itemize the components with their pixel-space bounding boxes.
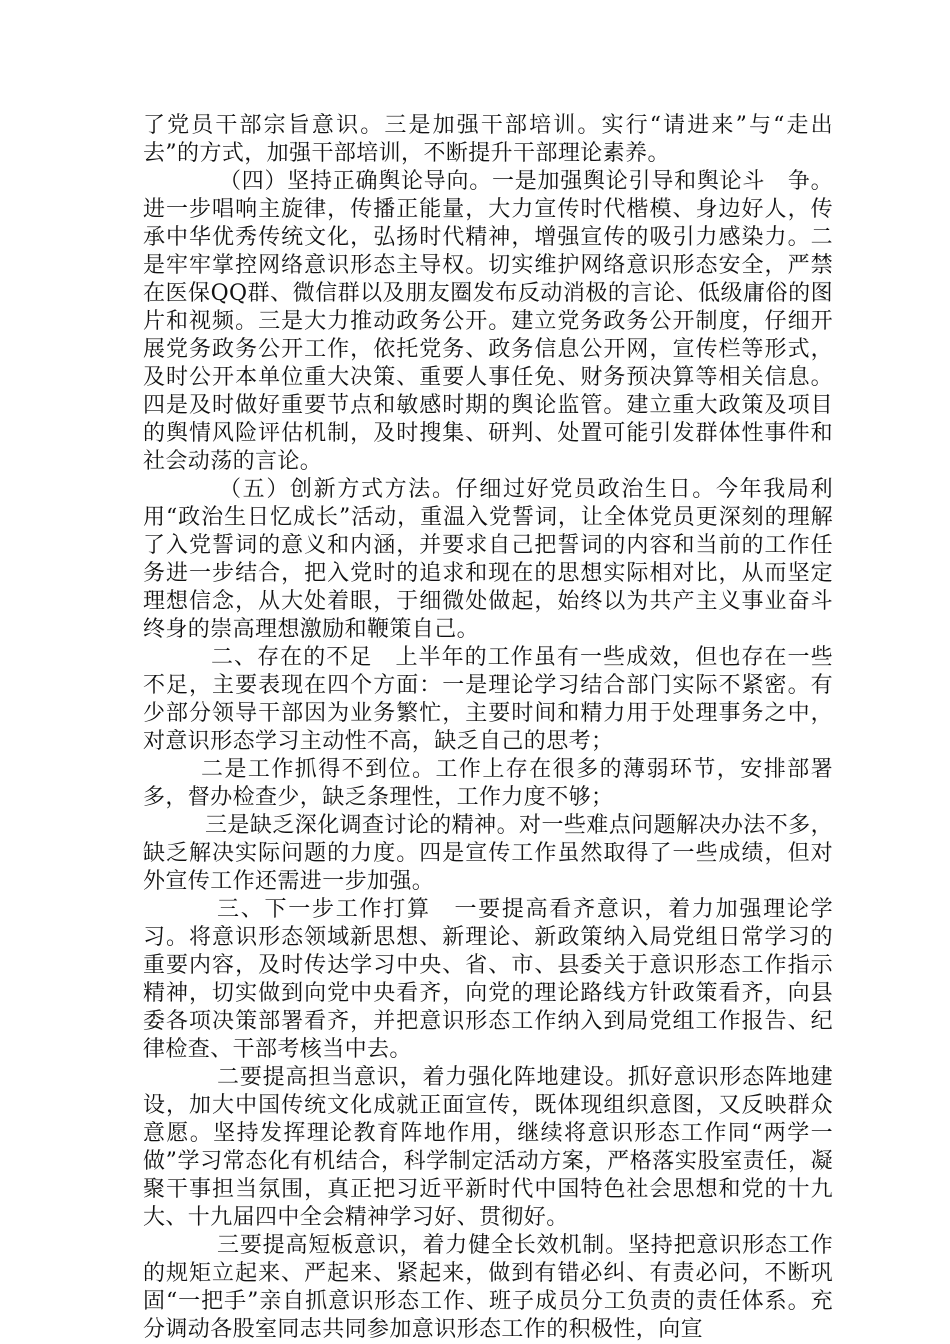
paragraph-shortcomings: 二、存在的不足 上半年的工作虽有一些成效，但也存在一些不足，主要表现在四个方面：一是理论学习结合部门实际不紧密。有少部分领导干部因为业务繁忙，主要时间和精力用于处理事务之中，对意识形态学习主动性不高，缺乏自己的思考； [143,645,833,754]
paragraph-next-steps-3: 三要提高短板意识，着力健全长效机制。坚持把意识形态工作的规矩立起来、严起来、紧起来，做到有错必纠、有责必问，不断巩固“一把手”亲自抓意识形态工作、班子成员分工负责的责任体系。充分调动各股室同志共同参加意识形态工作的积极性，向宣 [143,1233,833,1342]
paragraph-shortcoming-3: 三是缺乏深化调查讨论的精神。对一些难点问题解决办法不多，缺乏解决实际问题的力度。四是宣传工作虽然取得了一些成绩，但对外宣传工作还需进一步加强。 [143,813,833,894]
paragraph-section-5: （五）创新方式方法。仔细过好党员政治生日。今年我局利用“政治生日忆成长”活动，重温入党誓词，让全体党员更深刻的理解了入党誓词的意义和内涵，并要求自己把誓词的内容和当前的工作任务进一步结合，把入党时的追求和现在的思想实际相对比，从而坚定理想信念，从大处着眼，于细微处做起，始终以为共产主义事业奋斗终身的崇高理想激励和鞭策自己。 [143,477,833,642]
paragraph-shortcoming-2: 二是工作抓得不到位。工作上存在很多的薄弱环节，安排部署多，督办检查少，缺乏条理性，工作力度不够； [143,757,833,810]
paragraph-continuation: 了党员干部宗旨意识。三是加强干部培训。实行“请进来”与“走出去”的方式，加强干部培训，不断提升干部理论素养。 [143,113,833,166]
paragraph-next-steps: 三、下一步工作打算 一要提高看齐意识，着力加强理论学习。将意识形态领域新思想、新理论、新政策纳入局党组日常学习的重要内容，及时传达学习中央、省、市、县委关于意识形态工作指示精神，切实做到向党中央看齐，向党的理论路线方针政策看齐，向县委各项决策部署看齐，并把意识形态工作纳入到局党组工作报告、纪律检查、干部考核当中去。 [143,897,833,1062]
document-body [143,112,833,1344]
paragraph-section-4: （四）坚持正确舆论导向。一是加强舆论引导和舆论斗 争。进一步唱响主旋律，传播正能量，大力宣传时代楷模、身边好人，传承中华优秀传统文化，弘扬时代精神，增强宣传的吸引力感染力。二是牢牢掌控网络意识形态主导权。切实维护网络意识形态安全，严禁在医保QQ群、微信群以及朋友圈发布反动消极的言论、低级庸俗的图片和视频。三是大力推动政务公开。建立党务政务公开制度，仔细开展党务政务公开工作，依托党务、政务信息公开网，宣传栏等形式，及时公开本单位重大决策、重要人事任免、财务预决算等相关信息。四是及时做好重要节点和敏感时期的舆论监管。建立重大政策及项目的舆情风险评估机制，及时搜集、研判、处置可能引发群体性事件和社会动荡的言论。 [143,169,833,474]
paragraph-next-steps-2: 二要提高担当意识，着力强化阵地建设。抓好意识形态阵地建设，加大中国传统文化成就正面宣传，既体现组织意图，又反映群众意愿。坚持发挥理论教育阵地作用，继续将意识形态工作同“两学一做”学习常态化有机结合，科学制定活动方案，严格落实股室责任，凝聚干事担当氛围，真正把习近平新时代中国特色社会思想和党的十九大、十九届四中全会精神学习好、贯彻好。 [143,1065,833,1230]
